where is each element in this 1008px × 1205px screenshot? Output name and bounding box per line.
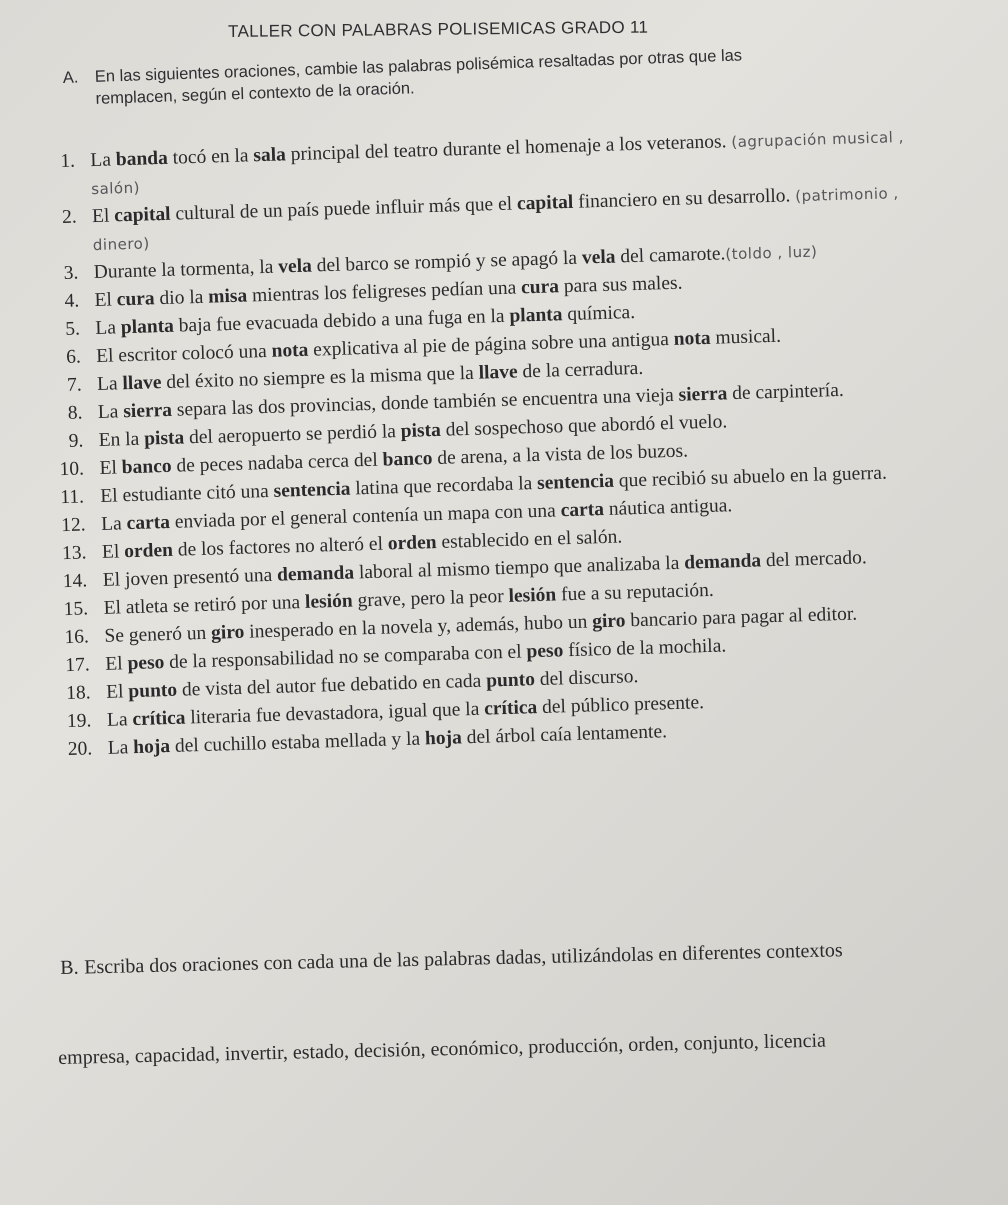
section-b-label: B. — [60, 956, 79, 979]
sentence-number: 12. — [60, 514, 86, 537]
polysemic-word: sentencia — [536, 470, 615, 494]
sentence-number: 16. — [64, 626, 90, 649]
sentence-number: 2. — [61, 206, 77, 228]
sentence-text: del sospechoso que abordó el vuelo. — [440, 411, 728, 441]
sentence-text: físico de la mochila. — [562, 635, 727, 662]
polysemic-word: giro — [591, 610, 626, 633]
sentence-text: de vista del autor fue debatido en cada — [176, 670, 487, 701]
handwritten-answer: (toldo , luz) — [725, 242, 818, 264]
polysemic-word: vela — [277, 255, 313, 278]
polysemic-word: peso — [127, 652, 165, 675]
sentence-number: 7. — [66, 374, 82, 396]
sentence-text: literaria fue devastadora, igual que la — [185, 698, 485, 729]
polysemic-word: carta — [560, 499, 605, 522]
word-list: empresa, capacidad, invertir, estado, decisión, económico, producción, orden, conjunto, licencia — [58, 1029, 827, 1069]
polysemic-word: punto — [485, 669, 536, 692]
polysemic-word: vela — [581, 246, 616, 269]
sentence-text: El — [94, 289, 118, 312]
polysemic-word: banda — [115, 147, 169, 171]
polysemic-word: demanda — [683, 550, 762, 574]
sentence-text: del barco se rompió y se apagó la — [311, 247, 583, 277]
sentence-text: Se generó un — [104, 622, 212, 647]
sentence-text: La — [90, 149, 117, 172]
handwritten-answer: (agrupación musical , salón) — [90, 127, 905, 199]
polysemic-word: banco — [382, 448, 433, 471]
sentence-text: inesperado en la novela y, además, hubo un — [244, 611, 593, 643]
polysemic-word: crítica — [483, 697, 538, 720]
sentence-number: 19. — [66, 710, 92, 733]
polysemic-word: hoja — [424, 727, 463, 750]
sentence-text: establecido en el salón. — [436, 526, 623, 553]
polysemic-word: orden — [387, 532, 437, 555]
sentence-text: mientras los feligreses pedían una — [246, 277, 522, 307]
polysemic-word: planta — [120, 315, 175, 339]
sentence-number: 18. — [65, 682, 91, 705]
polysemic-word: orden — [123, 539, 174, 563]
polysemic-word: nota — [271, 339, 309, 362]
polysemic-word: sentencia — [273, 478, 351, 502]
sentence-number: 1. — [60, 150, 76, 172]
sentence-text: El joven presentó una — [102, 564, 278, 591]
polysemic-word: demanda — [276, 562, 355, 586]
sentence-number: 4. — [64, 290, 80, 312]
polysemic-word: sala — [253, 144, 287, 167]
polysemic-word: llave — [122, 372, 162, 395]
sentence-text: El — [99, 457, 123, 479]
sentence-text: La — [95, 317, 122, 340]
sentence-number: 17. — [65, 654, 91, 677]
sentence-text: grave, pero la peor — [352, 585, 509, 612]
section-a-text-line2: remplacen, según el contexto de la oración. — [95, 79, 415, 108]
sentence-text: del árbol caía lentamente. — [461, 721, 668, 749]
sentence-number: 3. — [63, 262, 79, 284]
polysemic-word: crítica — [132, 707, 186, 731]
sentence-text: que recibió su abuelo en la guerra. — [613, 462, 888, 492]
polysemic-word: banco — [121, 455, 172, 479]
sentence-text: de peces nadaba cerca del — [171, 449, 383, 477]
sentence-number: 9. — [68, 430, 84, 452]
polysemic-word: planta — [509, 304, 563, 327]
sentence-number: 14. — [62, 570, 88, 593]
sentence-number: 11. — [60, 486, 85, 509]
sentence-text: tocó en la — [167, 145, 254, 169]
section-b-instructions — [60, 935, 940, 981]
sentence-text: cultural de un país puede influir más que el — [170, 193, 518, 225]
polysemic-word: cura — [116, 288, 155, 311]
sentence-number: 15. — [63, 598, 89, 621]
polysemic-word: cura — [520, 276, 560, 299]
sentence-text: del mercado. — [760, 547, 867, 572]
sentence-number: 10. — [59, 458, 85, 481]
polysemic-word: sierra — [678, 383, 728, 406]
sentence-text: dio la — [154, 286, 209, 310]
sentence-text: Durante la tormenta, la — [93, 256, 279, 284]
sentence-text: El estudiante citó una — [100, 480, 274, 507]
sentence-text: explicativa al pie de página sobre una antigua — [308, 328, 675, 361]
sentence-text: La — [97, 401, 124, 423]
sentence-text: financiero en su desarrollo. — [573, 185, 796, 213]
sentence-text: La — [100, 513, 127, 535]
sentence-text: latina que recordaba la — [350, 472, 538, 500]
sentence-text: para sus males. — [558, 272, 683, 298]
sentence-number: 20. — [67, 738, 93, 761]
sentence-text: El — [105, 653, 128, 675]
handwritten-answer: (patrimonio , dinero) — [92, 184, 899, 255]
polysemic-word: pista — [143, 427, 185, 450]
sentence-number: 8. — [67, 402, 83, 424]
sentence-text: del camarote. — [615, 243, 726, 268]
polysemic-word: giro — [210, 621, 245, 644]
sentence-text: bancario para pagar al editor. — [625, 603, 858, 632]
sentence-text: del discurso. — [534, 666, 639, 691]
sentence-list — [60, 122, 938, 763]
sentence-text: del éxito no siempre es la misma que la — [161, 362, 479, 394]
sentence-text: La — [96, 373, 123, 396]
sentence-text: La — [106, 709, 133, 731]
sentence-text: enviada por el general contenía un mapa con una — [169, 500, 561, 533]
polysemic-word: lesión — [304, 590, 353, 613]
sentence-text: del cuchillo estaba mellada y la — [169, 728, 426, 757]
polysemic-word: llave — [478, 361, 518, 384]
polysemic-word: punto — [128, 679, 178, 703]
sentence-text: de la cerradura. — [517, 357, 644, 383]
sentence-text: náutica antigua. — [603, 495, 733, 521]
page-title: TALLER CON PALABRAS POLISEMICAS GRADO 11 — [228, 17, 649, 41]
sentence-text: de los factores no alteró el — [172, 533, 389, 561]
sentence-text: El atleta se retiró por una — [103, 591, 306, 619]
section-a-text-line1: En las siguientes oraciones, cambie las palabras polisémica resaltadas por otras que las — [94, 46, 743, 86]
section-b-text: Escriba dos oraciones con cada una de las palabras dadas, utilizándolas en diferentes contextos — [84, 939, 843, 979]
sentence-text: musical. — [710, 325, 782, 349]
sentence-number: 6. — [65, 346, 82, 368]
sentence-text: de carpintería. — [727, 379, 844, 405]
sentence-number: 13. — [61, 542, 87, 565]
sentence-text: principal del teatro durante el homenaje a los veteranos. — [285, 131, 732, 166]
polysemic-word: nota — [673, 327, 711, 350]
sentence-text: La — [107, 737, 134, 759]
sentence-text: El escritor colocó una — [95, 340, 272, 368]
polysemic-word: capital — [516, 191, 574, 215]
sentence-text: El — [105, 681, 129, 703]
polysemic-word: peso — [526, 640, 564, 663]
polysemic-word: misa — [207, 285, 248, 308]
polysemic-word: lesión — [508, 584, 557, 607]
polysemic-word: hoja — [132, 736, 171, 759]
section-a-label: A. — [62, 68, 79, 87]
sentence-number: 5. — [65, 318, 81, 340]
sentence-text: química. — [562, 302, 636, 326]
sentence-text: En la — [98, 428, 145, 451]
polysemic-word: carta — [126, 511, 171, 535]
section-a-instructions — [62, 25, 864, 125]
sentence-text: baja fue evacuada debido a una fuga en la — [173, 305, 510, 337]
sentence-text: fue a su reputación. — [555, 579, 715, 606]
sentence-text: separa las dos provincias, donde también se encuentra una vieja — [171, 384, 679, 421]
sentence-text: El — [91, 205, 115, 228]
sentence-text: laboral al mismo tiempo que analizaba la — [353, 552, 685, 584]
polysemic-word: pista — [400, 419, 442, 443]
polysemic-word: capital — [113, 203, 171, 227]
sentence-text: del aeropuerto se perdió la — [183, 421, 402, 449]
sentence-text: El — [101, 541, 125, 563]
polysemic-word: sierra — [122, 399, 173, 423]
sentence-text: de la responsabilidad no se comparaba con el — [164, 641, 527, 674]
sentence-text: del público presente. — [536, 692, 705, 719]
sentence-text: de arena, a la vista de los buzos. — [432, 440, 689, 470]
